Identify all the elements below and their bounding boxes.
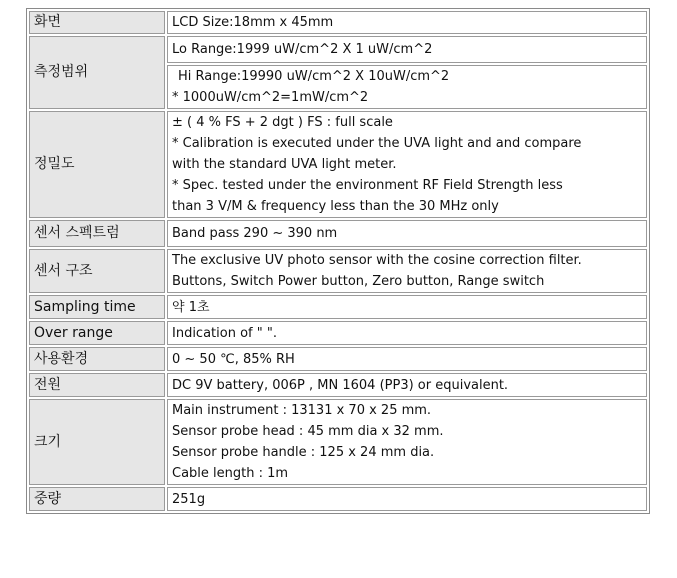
row-label: 정밀도 (29, 111, 165, 218)
value-line: * Calibration is executed under the UVA light and and compare (172, 136, 582, 151)
row-label: 크기 (29, 399, 165, 485)
value-line: * 1000uW/cm^2=1mW/cm^2 (172, 90, 369, 105)
row-value (167, 399, 647, 485)
value-line: The exclusive UV photo sensor with the cosine correction filter. (172, 253, 582, 268)
row-value (167, 36, 647, 63)
value-line: DC 9V battery, 006P , MN 1604 (PP3) or equivalent. (172, 377, 509, 393)
row-label: 측정범위 (29, 36, 165, 109)
spec-row-range-lo (29, 36, 647, 63)
spec-row-sampling (29, 295, 647, 319)
value-line: ± ( 4 % FS + 2 dgt ) FS : full scale (172, 115, 393, 130)
value-line: LCD Size:18mm x 45mm (172, 15, 334, 30)
row-value (167, 295, 647, 319)
row-label: 화면 (29, 11, 165, 34)
row-label: 중량 (29, 487, 165, 511)
spec-table (26, 8, 650, 514)
row-value (167, 249, 647, 293)
row-label: 센서 스펙트럼 (29, 220, 165, 247)
row-value (167, 347, 647, 371)
value-line: 약 1초 (172, 299, 210, 315)
row-value (167, 111, 647, 218)
value-line: 0 ~ 50 ℃, 85% RH (172, 351, 295, 367)
row-label: Sampling time (29, 295, 165, 319)
value-line: Sensor probe head : 45 mm dia x 32 mm. (172, 424, 444, 439)
spec-row-spectrum (29, 220, 647, 247)
spec-row-display (29, 11, 647, 34)
row-value (167, 11, 647, 34)
row-label: 센서 구조 (29, 249, 165, 293)
spec-row-environment (29, 347, 647, 371)
row-value (167, 65, 647, 109)
value-line: Band pass 290 ~ 390 nm (172, 226, 338, 241)
row-value (167, 487, 647, 511)
value-line: Indication of " ". (172, 325, 277, 341)
row-label: 전원 (29, 373, 165, 397)
value-line: 251g (172, 491, 206, 507)
row-label: Over range (29, 321, 165, 345)
spec-row-accuracy (29, 111, 647, 218)
value-line: Hi Range:19990 uW/cm^2 X 10uW/cm^2 (178, 69, 450, 84)
value-line: Sensor probe handle : 125 x 24 mm dia. (172, 445, 435, 460)
row-value (167, 321, 647, 345)
spec-row-overrange (29, 321, 647, 345)
value-line: Lo Range:1999 uW/cm^2 X 1 uW/cm^2 (172, 42, 433, 57)
row-label: 사용환경 (29, 347, 165, 371)
spec-row-sensor (29, 249, 647, 293)
value-line: * Spec. tested under the environment RF Field Strength less (172, 178, 563, 193)
value-line: Main instrument : 13131 x 70 x 25 mm. (172, 403, 432, 418)
spec-row-power (29, 373, 647, 397)
value-line: with the standard UVA light meter. (172, 157, 397, 172)
value-line: Cable length : 1m (172, 466, 289, 481)
value-line: than 3 V/M & frequency less than the 30 MHz only (172, 199, 499, 214)
spec-row-weight (29, 487, 647, 511)
row-value (167, 220, 647, 247)
row-value (167, 373, 647, 397)
value-line: Buttons, Switch Power button, Zero button, Range switch (172, 274, 545, 289)
spec-row-size (29, 399, 647, 485)
